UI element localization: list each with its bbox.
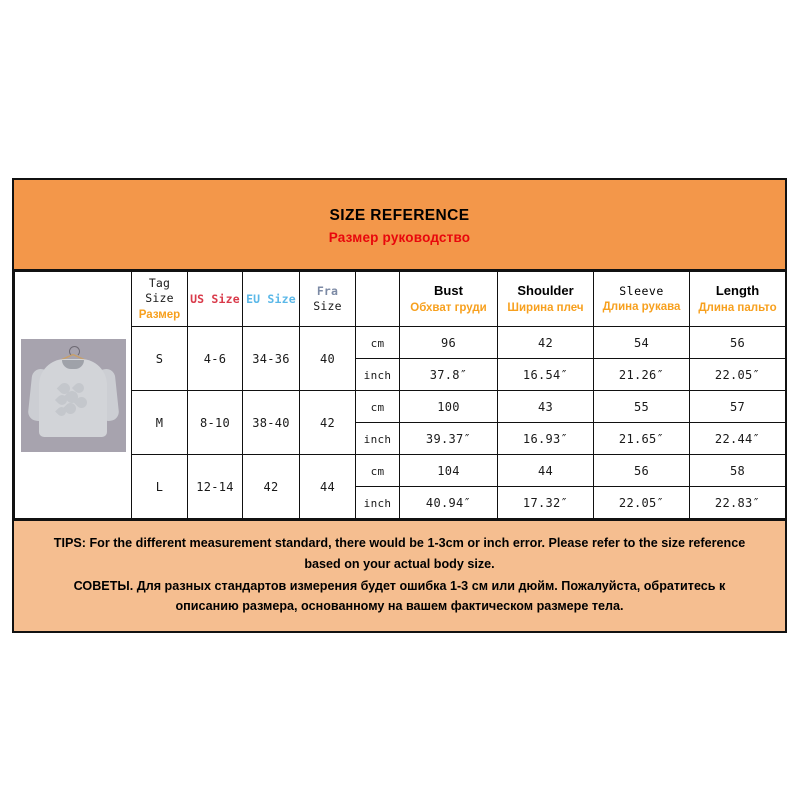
cell-shoulder-cm: 44 — [498, 455, 594, 487]
cell-length-inch: 22.05″ — [690, 359, 786, 391]
cell-length-cm: 56 — [690, 327, 786, 359]
cell-shoulder-cm: 42 — [498, 327, 594, 359]
header-shoulder — [498, 272, 594, 327]
header-shoulder-en: Shoulder — [517, 282, 574, 298]
header-fra-size — [300, 272, 356, 327]
size-table — [14, 271, 786, 519]
cell-length-cm: 58 — [690, 455, 786, 487]
header-shoulder-ru: Ширина плеч — [507, 301, 584, 314]
header-bust — [400, 272, 498, 327]
product-photo-cell — [15, 272, 132, 519]
row-eu-size: 42 — [243, 455, 300, 519]
cell-length-inch: 22.44″ — [690, 423, 786, 455]
cell-length-inch: 22.83″ — [690, 487, 786, 519]
cell-length-cm: 57 — [690, 391, 786, 423]
row-us-size: 8-10 — [188, 391, 243, 455]
header-fra-size-label — [300, 284, 355, 314]
title-band — [14, 180, 785, 271]
size-reference-card — [12, 178, 787, 633]
unit-cell-inch: inch — [356, 487, 400, 519]
product-photo — [15, 273, 131, 518]
cell-sleeve-inch: 21.26″ — [594, 359, 690, 391]
header-sleeve-en: Sleeve — [619, 283, 664, 298]
header-tag-size — [132, 272, 188, 327]
unit-cell-cm: cm — [356, 455, 400, 487]
cell-bust-cm: 104 — [400, 455, 498, 487]
cell-shoulder-inch: 17.32″ — [498, 487, 594, 519]
header-bust-ru: Обхват груди — [410, 301, 487, 314]
row-us-size: 4-6 — [188, 327, 243, 391]
header-bust-en: Bust — [434, 282, 463, 298]
tips-text-english: TIPS: For the different measurement standard, there would be 1-3cm or inch error. Please refer to the size reference based on your actual body size. — [53, 536, 746, 571]
cell-bust-cm: 100 — [400, 391, 498, 423]
header-sleeve-ru: Длина рукава — [602, 300, 681, 313]
header-length-en: Length — [715, 282, 760, 298]
garment-image — [21, 339, 126, 452]
cell-bust-cm: 96 — [400, 327, 498, 359]
unit-cell-cm: cm — [356, 391, 400, 423]
header-fra-suffix: Size — [313, 299, 342, 314]
cell-bust-inch: 39.37″ — [400, 423, 498, 455]
cell-sleeve-inch: 22.05″ — [594, 487, 690, 519]
cell-shoulder-inch: 16.93″ — [498, 423, 594, 455]
title-russian: Размер руководство — [328, 230, 471, 246]
header-us-size — [188, 272, 243, 327]
cell-sleeve-cm: 54 — [594, 327, 690, 359]
row-fra-size: 44 — [300, 455, 356, 519]
row-eu-size: 34-36 — [243, 327, 300, 391]
header-us-size-label: US Size — [190, 291, 240, 306]
tips-text-russian: СОВЕТЫ. Для разных стандартов измерения будет ошибка 1-3 см или дюйм. Пожалуйста, обратитесь к описанию размера, основанному на вашем фактическом размере тела. — [73, 579, 726, 614]
row-tag-size: M — [132, 391, 188, 455]
cell-shoulder-cm: 43 — [498, 391, 594, 423]
row-us-size: 12-14 — [188, 455, 243, 519]
header-tag-size-ru: Размер — [138, 308, 181, 321]
unit-cell-inch: inch — [356, 359, 400, 391]
header-fra-prefix: Fra — [316, 284, 339, 299]
unit-cell-cm: cm — [356, 327, 400, 359]
cell-sleeve-cm: 55 — [594, 391, 690, 423]
row-eu-size: 38-40 — [243, 391, 300, 455]
row-fra-size: 40 — [300, 327, 356, 391]
cell-sleeve-cm: 56 — [594, 455, 690, 487]
row-tag-size: L — [132, 455, 188, 519]
cell-bust-inch: 37.8″ — [400, 359, 498, 391]
header-tag-size-en: Tag Size — [145, 275, 174, 305]
header-eu-size-label: EU Size — [246, 291, 296, 306]
row-tag-size: S — [132, 327, 188, 391]
unit-cell-inch: inch — [356, 423, 400, 455]
tips-band — [14, 519, 785, 631]
table-header-row — [15, 272, 786, 327]
row-fra-size: 42 — [300, 391, 356, 455]
cell-shoulder-inch: 16.54″ — [498, 359, 594, 391]
title-english: SIZE REFERENCE — [329, 207, 470, 224]
header-length-ru: Длина пальто — [698, 301, 777, 314]
cell-bust-inch: 40.94″ — [400, 487, 498, 519]
header-length — [690, 272, 786, 327]
cell-sleeve-inch: 21.65″ — [594, 423, 690, 455]
header-sleeve — [594, 272, 690, 327]
header-unit-column — [356, 272, 400, 327]
header-eu-size — [243, 272, 300, 327]
